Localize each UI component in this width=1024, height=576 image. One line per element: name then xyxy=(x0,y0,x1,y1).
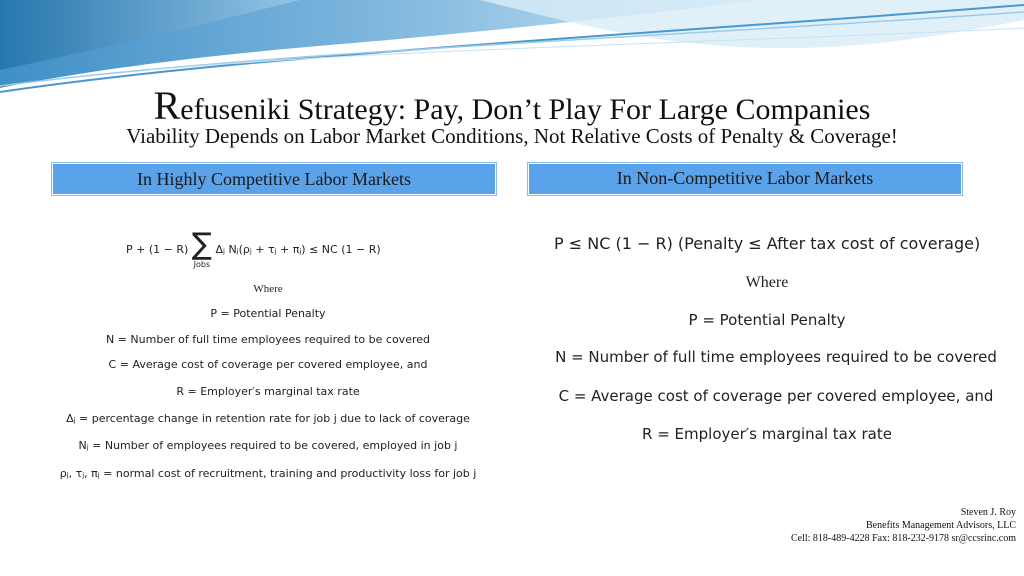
left-def-employees: N = Number of full time employees required to be covered xyxy=(105,333,430,346)
sigma-symbol: ∑ xyxy=(191,227,212,262)
title-drop-letter: R xyxy=(153,83,181,128)
left-def-cost: C = Average cost of coverage per covered employee, and xyxy=(108,358,428,371)
right-def-tax-rate: R = Employer′s marginal tax rate xyxy=(642,425,892,443)
slide-title xyxy=(0,82,1024,129)
left-def-tax-rate: R = Employer′s marginal tax rate xyxy=(176,385,360,398)
right-def-penalty: P = Potential Penalty xyxy=(688,311,846,329)
right-def-employees: N = Number of full time employees required to be covered xyxy=(555,348,997,366)
competitive-formula-panel xyxy=(0,210,520,518)
contact-footer xyxy=(791,506,1016,545)
left-where-label: Where xyxy=(253,283,283,295)
footer-name: Steven J. Roy xyxy=(960,507,1016,518)
slide-subtitle: Viability Depends on Labor Market Conditions, Not Relative Costs of Penalty & Coverage! xyxy=(126,124,898,148)
left-def-job-employees: Nⱼ = Number of employees required to be covered, employed in job j xyxy=(78,439,458,452)
competitive-formula xyxy=(126,227,381,269)
right-where-label: Where xyxy=(745,274,789,291)
competitive-markets-heading: In Highly Competitive Labor Markets xyxy=(52,163,496,195)
formula-part-after-sum: Δⱼ Nⱼ(ρⱼ + τⱼ + πⱼ) ≤ NC (1 − R) xyxy=(215,243,381,256)
non-competitive-formula-panel xyxy=(528,210,1024,490)
left-def-retention: Δⱼ = percentage change in retention rate for job j due to lack of coverage xyxy=(66,412,470,425)
footer-company: Benefits Management Advisors, LLC xyxy=(866,520,1016,531)
right-def-cost: C = Average cost of coverage per covered employee, and xyxy=(558,387,994,405)
non-competitive-markets-heading: In Non-Competitive Labor Markets xyxy=(528,163,962,195)
title-text: efuseniki Strategy: Pay, Don’t Play For Large Companies xyxy=(180,93,871,126)
summation-symbol xyxy=(191,227,212,269)
formula-part-before-sum: P + (1 − R) xyxy=(126,243,189,256)
left-def-penalty: P = Potential Penalty xyxy=(210,307,326,320)
footer-contact: Cell: 818-489-4228 Fax: 818-232-9178 sr@ccsrinc.com xyxy=(790,533,1016,544)
sigma-subscript: Jobs xyxy=(193,260,211,269)
left-def-costs: ρⱼ, τⱼ, πⱼ = normal cost of recruitment, training and productivity loss for job j xyxy=(59,467,477,480)
non-competitive-formula: P ≤ NC (1 − R) (Penalty ≤ After tax cost of coverage) xyxy=(554,234,981,253)
